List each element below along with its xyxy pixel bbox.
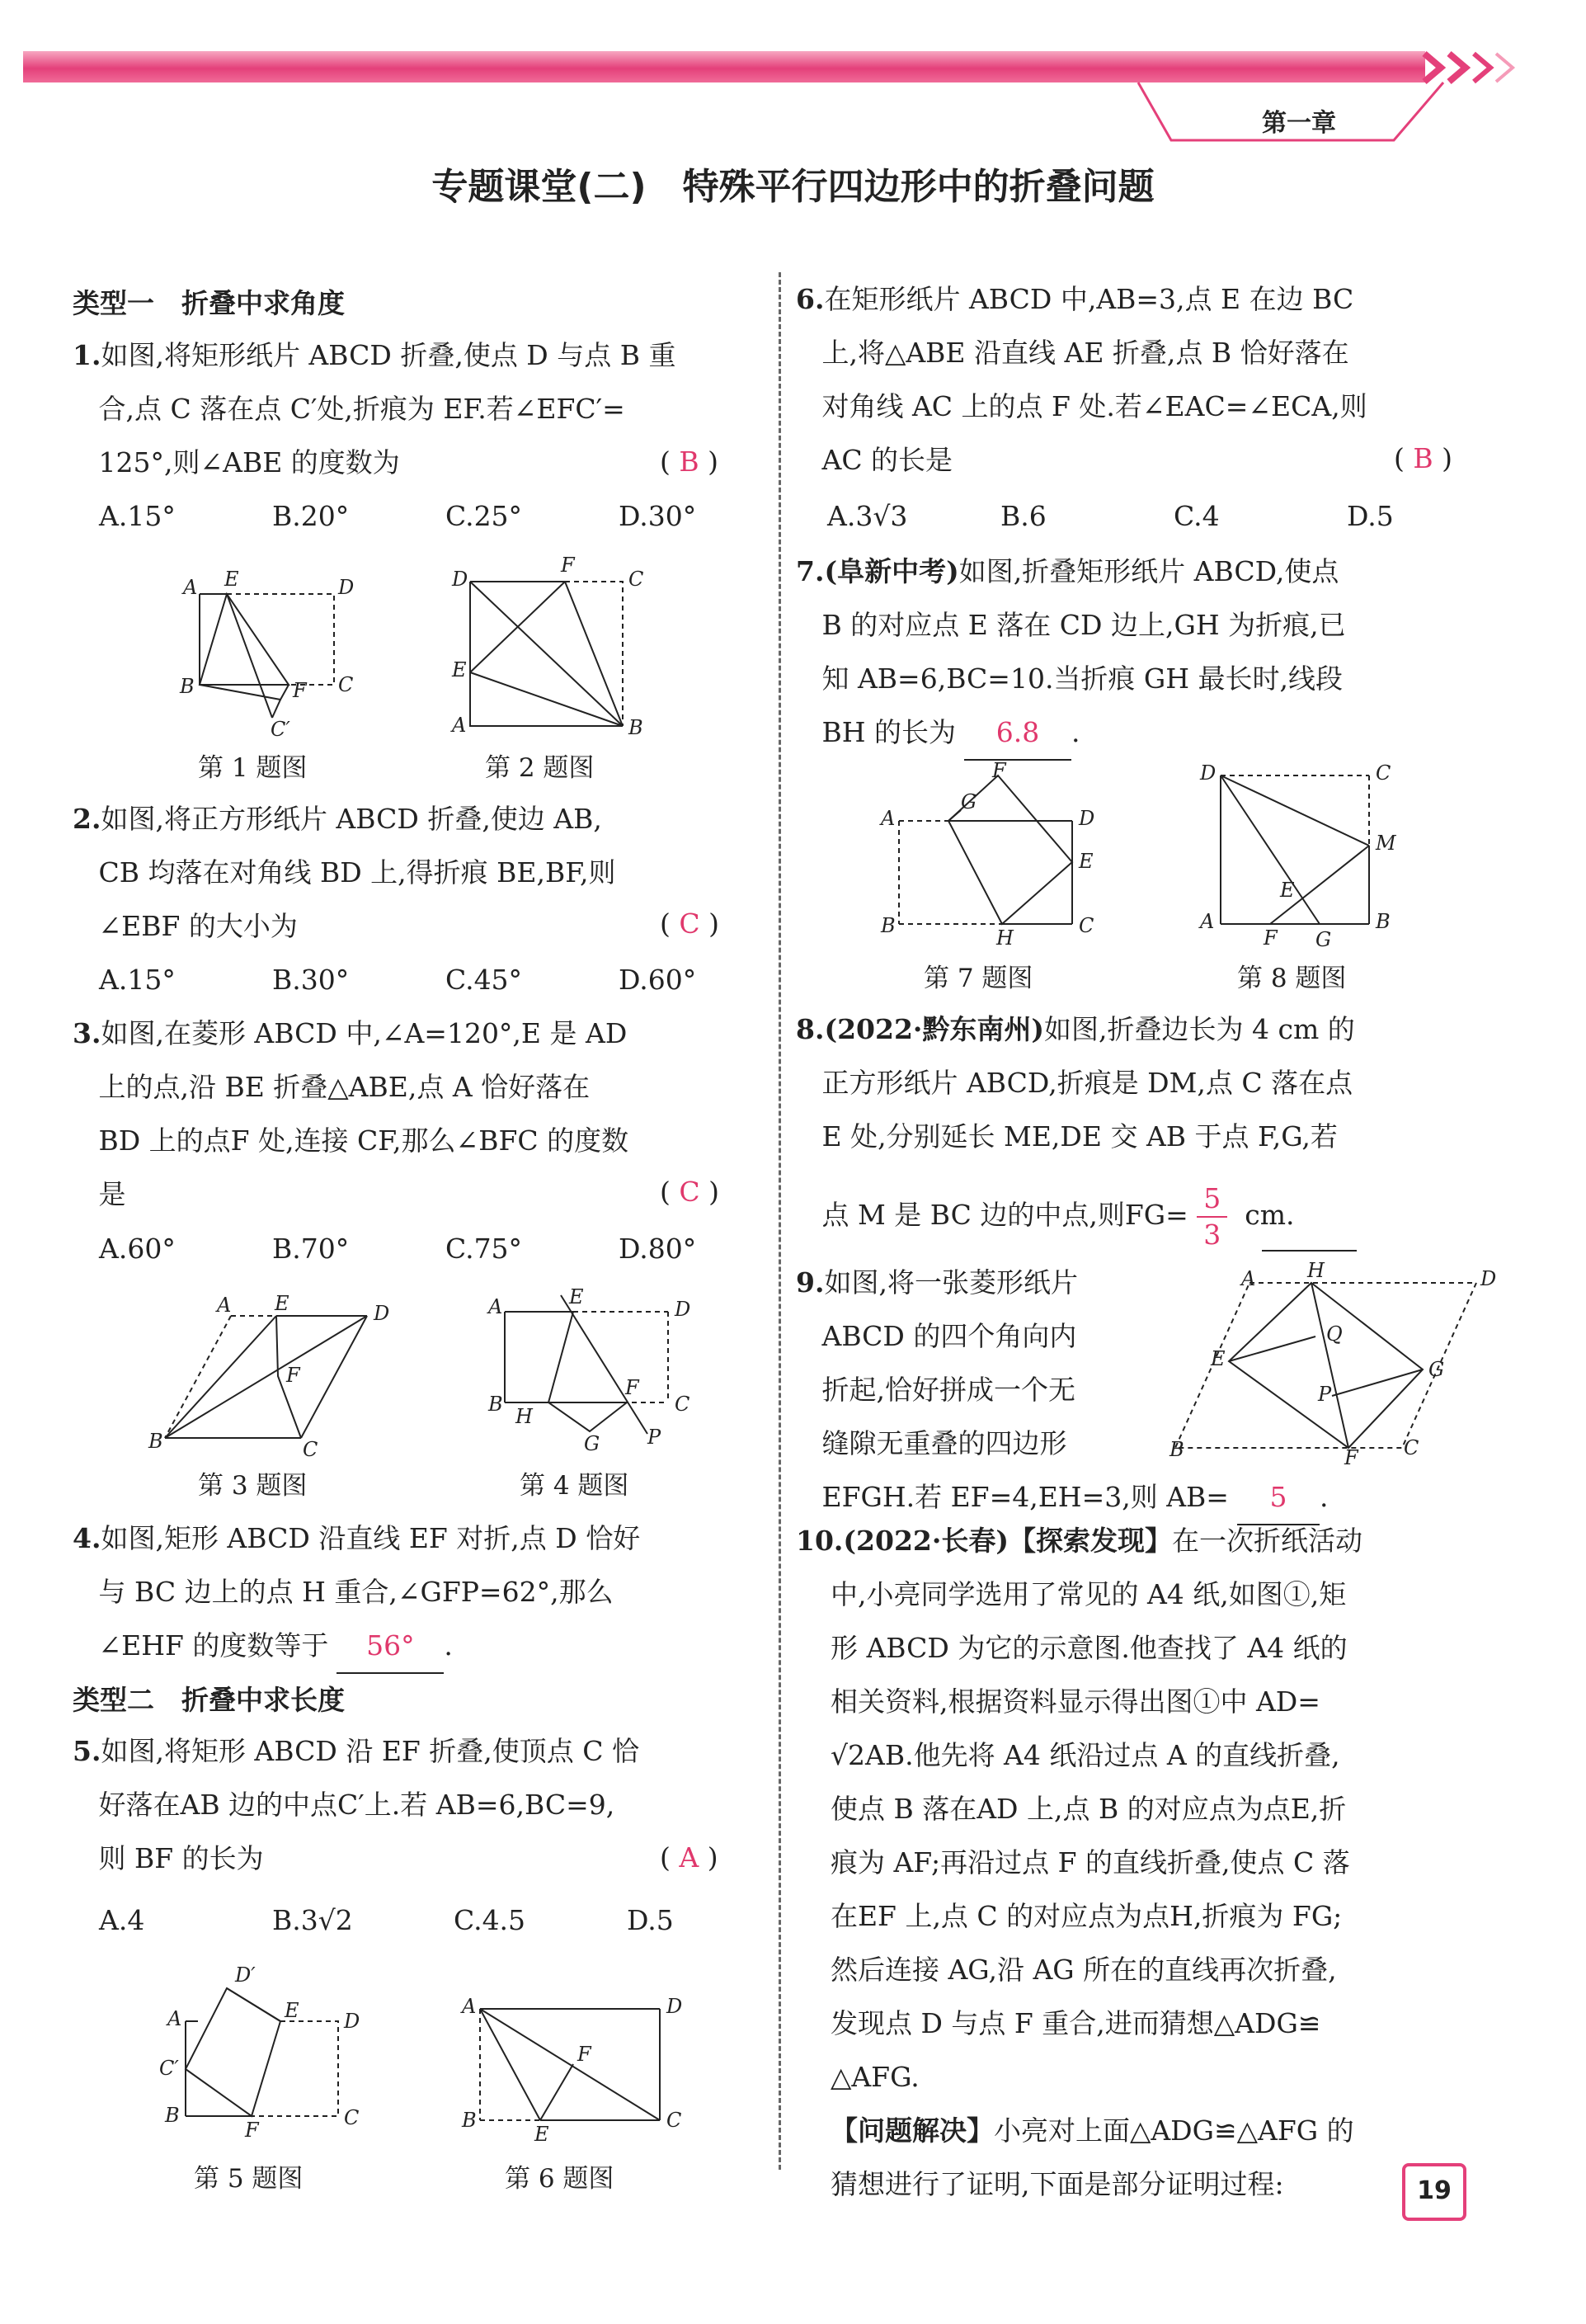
- svg-text:C: C: [1079, 914, 1094, 937]
- svg-text:B: B: [1169, 1438, 1184, 1461]
- svg-text:D: D: [666, 1995, 683, 2018]
- svg-text:G: G: [1428, 1358, 1445, 1381]
- answer-3: ( C ): [660, 1176, 719, 1208]
- svg-text:C: C: [1404, 1436, 1419, 1459]
- figure-8: [1188, 755, 1419, 953]
- figure-1: [165, 561, 379, 742]
- question-10: 10.(2022·长春)【探索发现】在一次折纸活动 中,小亮同学选用了常见的 A4 纸,如图①,矩 形 ABCD 为它的示意图.他查找了 A4 纸的 相关资料,根据资料显示得出图①中 AD= √2AB.他先将 A4 纸沿过点 A 的直线折叠, 使点 B 落在AD 上,点 B 的对应点为点E,折 痕为 AF;再沿过点 F 的直线折叠,使点 C 落 在EF 上,点 C 的对应点为点H,折痕为 FG; 然后连接 AG,沿 AG 所在的直线再次折叠, 发现点 D 与点 F 重合,进而猜想△ADG≌ △AFG. 【问题解决】小亮对上面△ADG≌△AFG 的 猜想进行了证明,下面是部分证明过程:: [796, 1525, 1362, 2200]
- svg-text:F: F: [625, 1376, 639, 1399]
- svg-text:M: M: [1376, 832, 1396, 855]
- svg-text:E: E: [569, 1285, 584, 1308]
- svg-text:E: E: [452, 658, 467, 681]
- question-5: 5.如图,将矩形 ABCD 沿 EF 折叠,使顶点 C 恰 好落在AB 边的中点C′上.若 AB=6,BC=9, 则 BF 的长为: [73, 1735, 640, 1874]
- figure-5: [153, 1955, 375, 2142]
- page-number: 19: [1402, 2163, 1466, 2221]
- svg-text:D: D: [338, 576, 355, 599]
- svg-text:A: A: [1241, 1267, 1256, 1290]
- svg-text:F: F: [992, 759, 1006, 782]
- svg-text:F: F: [1344, 1446, 1358, 1469]
- answer-5: ( A ): [660, 1841, 718, 1874]
- svg-text:F: F: [577, 2043, 591, 2066]
- svg-text:E: E: [1079, 850, 1094, 873]
- svg-text:Q: Q: [1326, 1322, 1343, 1346]
- question-3: 3.如图,在菱形 ABCD 中,∠A=120°,E 是 AD 上的点,沿 BE 折叠△ABE,点 A 恰好落在 BD 上的点F 处,连接 CF,那么∠BFC 的度数 是: [73, 1017, 629, 1210]
- svg-text:C′: C′: [159, 2057, 179, 2080]
- figure-2: [445, 549, 660, 747]
- answer-9: 5: [1237, 1470, 1320, 1525]
- question-2: 2.如图,将正方形纸片 ABCD 折叠,使边 AB, CB 均落在对角线 BD 上,得折痕 BE,BF,则 ∠EBF 的大小为: [73, 803, 616, 942]
- figure-3-caption: 第 3 题图: [198, 1471, 308, 1501]
- svg-text:A: A: [488, 1295, 503, 1318]
- svg-text:D: D: [1200, 761, 1217, 785]
- svg-text:F: F: [286, 1364, 300, 1387]
- svg-text:D: D: [675, 1298, 691, 1321]
- svg-text:B: B: [881, 914, 896, 937]
- question-7: 7.(阜新中考)如图,折叠矩形纸片 ABCD,使点 B 的对应点 E 落在 CD 边上,GH 为折痕,已 知 AB=6,BC=10.当折痕 GH 最长时,线段 BH 的长为 6.8 .: [796, 544, 1346, 761]
- question-8-last-line: 点 M 是 BC 边的中点,则FG= $\frac{5}{3}$ cm.: [821, 1182, 1295, 1251]
- answer-4: 56°: [336, 1619, 444, 1674]
- figure-3: [144, 1287, 408, 1460]
- svg-text:H: H: [1307, 1259, 1325, 1282]
- question-4: 4.如图,矩形 ABCD 沿直线 EF 对折,点 D 恰好 与 BC 边上的点 H 重合,∠GFP=62°,那么 ∠EHF 的度数等于 56° .: [73, 1511, 640, 1674]
- svg-text:E: E: [1211, 1347, 1226, 1370]
- svg-text:P: P: [1318, 1383, 1332, 1406]
- question-6: 6.在矩形纸片 ABCD 中,AB=3,点 E 在边 BC 上,将△ABE 沿直线 AE 折叠,点 B 恰好落在 对角线 AC 上的点 F 处.若∠EAC=∠ECA,则 AC 的长是: [796, 283, 1367, 476]
- svg-text:C: C: [338, 673, 354, 696]
- svg-text:A: A: [452, 714, 467, 737]
- svg-text:F: F: [561, 554, 575, 577]
- svg-text:D: D: [1079, 807, 1095, 830]
- svg-text:B: B: [148, 1430, 163, 1453]
- svg-text:A: A: [462, 1995, 477, 2018]
- chapter-label: 第一章: [1262, 109, 1336, 138]
- figure-1-caption: 第 1 题图: [198, 753, 308, 783]
- answer-6: ( B ): [1394, 442, 1453, 474]
- answer-8: $\frac{5}{3}$: [1197, 1181, 1227, 1252]
- answer-7: 6.8: [964, 705, 1071, 761]
- svg-text:D: D: [344, 2010, 360, 2033]
- svg-text:F: F: [293, 679, 307, 702]
- svg-text:E: E: [285, 1999, 299, 2022]
- svg-text:B: B: [462, 2109, 477, 2132]
- svg-text:H: H: [515, 1405, 533, 1428]
- svg-text:D: D: [374, 1302, 390, 1325]
- svg-text:G: G: [1315, 928, 1332, 951]
- svg-text:A: A: [1200, 910, 1215, 933]
- section-heading-length: 类型二 折叠中求长度: [73, 1684, 345, 1716]
- arrow-decoration-icon: [1420, 49, 1519, 87]
- figure-4: [478, 1287, 709, 1468]
- figure-6: [454, 1988, 701, 2153]
- svg-text:C: C: [344, 2106, 360, 2129]
- svg-text:C: C: [628, 568, 644, 591]
- svg-text:C′: C′: [271, 718, 290, 741]
- svg-text:F: F: [245, 2119, 259, 2142]
- svg-text:D: D: [1480, 1267, 1497, 1290]
- header-bar: [23, 51, 1425, 82]
- page-title: 专题课堂(二) 特殊平行四边形中的折叠问题: [431, 166, 1155, 208]
- answer-1: ( B ): [660, 445, 719, 478]
- svg-text:A: A: [881, 807, 896, 830]
- svg-text:E: E: [1280, 879, 1295, 902]
- svg-text:A: A: [217, 1294, 232, 1317]
- svg-text:B: B: [180, 675, 195, 698]
- figure-5-caption: 第 5 题图: [194, 2164, 304, 2194]
- figure-8-caption: 第 8 题图: [1237, 964, 1347, 993]
- question-9: 9.如图,将一张菱形纸片 ABCD 的四个角向内 折起,恰好拼成一个无 缝隙无重叠的四边形 EFGH.若 EF=4,EH=3,则 AB= 5 .: [796, 1256, 1328, 1525]
- question-1: 1.如图,将矩形纸片 ABCD 折叠,使点 D 与点 B 重 合,点 C 落在点 C′处,折痕为 EF.若∠EFC′= 125°,则∠ABE 的度数为: [73, 339, 676, 478]
- svg-text:C: C: [675, 1393, 690, 1416]
- svg-text:A: A: [183, 576, 198, 599]
- svg-text:B: B: [165, 2104, 180, 2127]
- answer-2: ( C ): [660, 907, 719, 940]
- svg-text:H: H: [996, 926, 1014, 950]
- figure-4-caption: 第 4 题图: [520, 1471, 629, 1501]
- svg-text:B: B: [628, 716, 643, 739]
- svg-text:E: E: [224, 568, 239, 591]
- answer-8-underline: [1262, 1250, 1357, 1252]
- svg-text:C: C: [303, 1438, 318, 1461]
- svg-text:E: E: [275, 1292, 289, 1315]
- svg-text:P: P: [647, 1426, 661, 1449]
- svg-text:B: B: [488, 1393, 503, 1416]
- svg-text:F: F: [1264, 926, 1278, 950]
- section-heading-angle: 类型一 折叠中求角度: [73, 287, 345, 319]
- svg-text:A: A: [167, 2007, 182, 2030]
- figure-6-caption: 第 6 题图: [505, 2164, 614, 2194]
- svg-text:D′: D′: [235, 1963, 256, 1987]
- svg-text:G: G: [584, 1432, 600, 1455]
- svg-text:C: C: [1376, 761, 1391, 785]
- figure-2-caption: 第 2 题图: [485, 753, 595, 783]
- column-divider: [779, 272, 781, 2170]
- svg-text:C: C: [666, 2109, 682, 2132]
- svg-text:D: D: [452, 568, 468, 591]
- question-8: 8.(2022·黔东南州)如图,折叠边长为 4 cm 的 正方形纸片 ABCD,折痕是 DM,点 C 落在点 E 处,分别延长 ME,DE 交 AB 于点 F,G,若: [796, 1013, 1355, 1153]
- svg-text:E: E: [534, 2123, 549, 2146]
- figure-7-caption: 第 7 题图: [924, 964, 1033, 993]
- figure-7: [874, 759, 1122, 953]
- svg-text:B: B: [1376, 910, 1391, 933]
- figure-9: [1169, 1254, 1501, 1469]
- svg-text:G: G: [961, 790, 977, 813]
